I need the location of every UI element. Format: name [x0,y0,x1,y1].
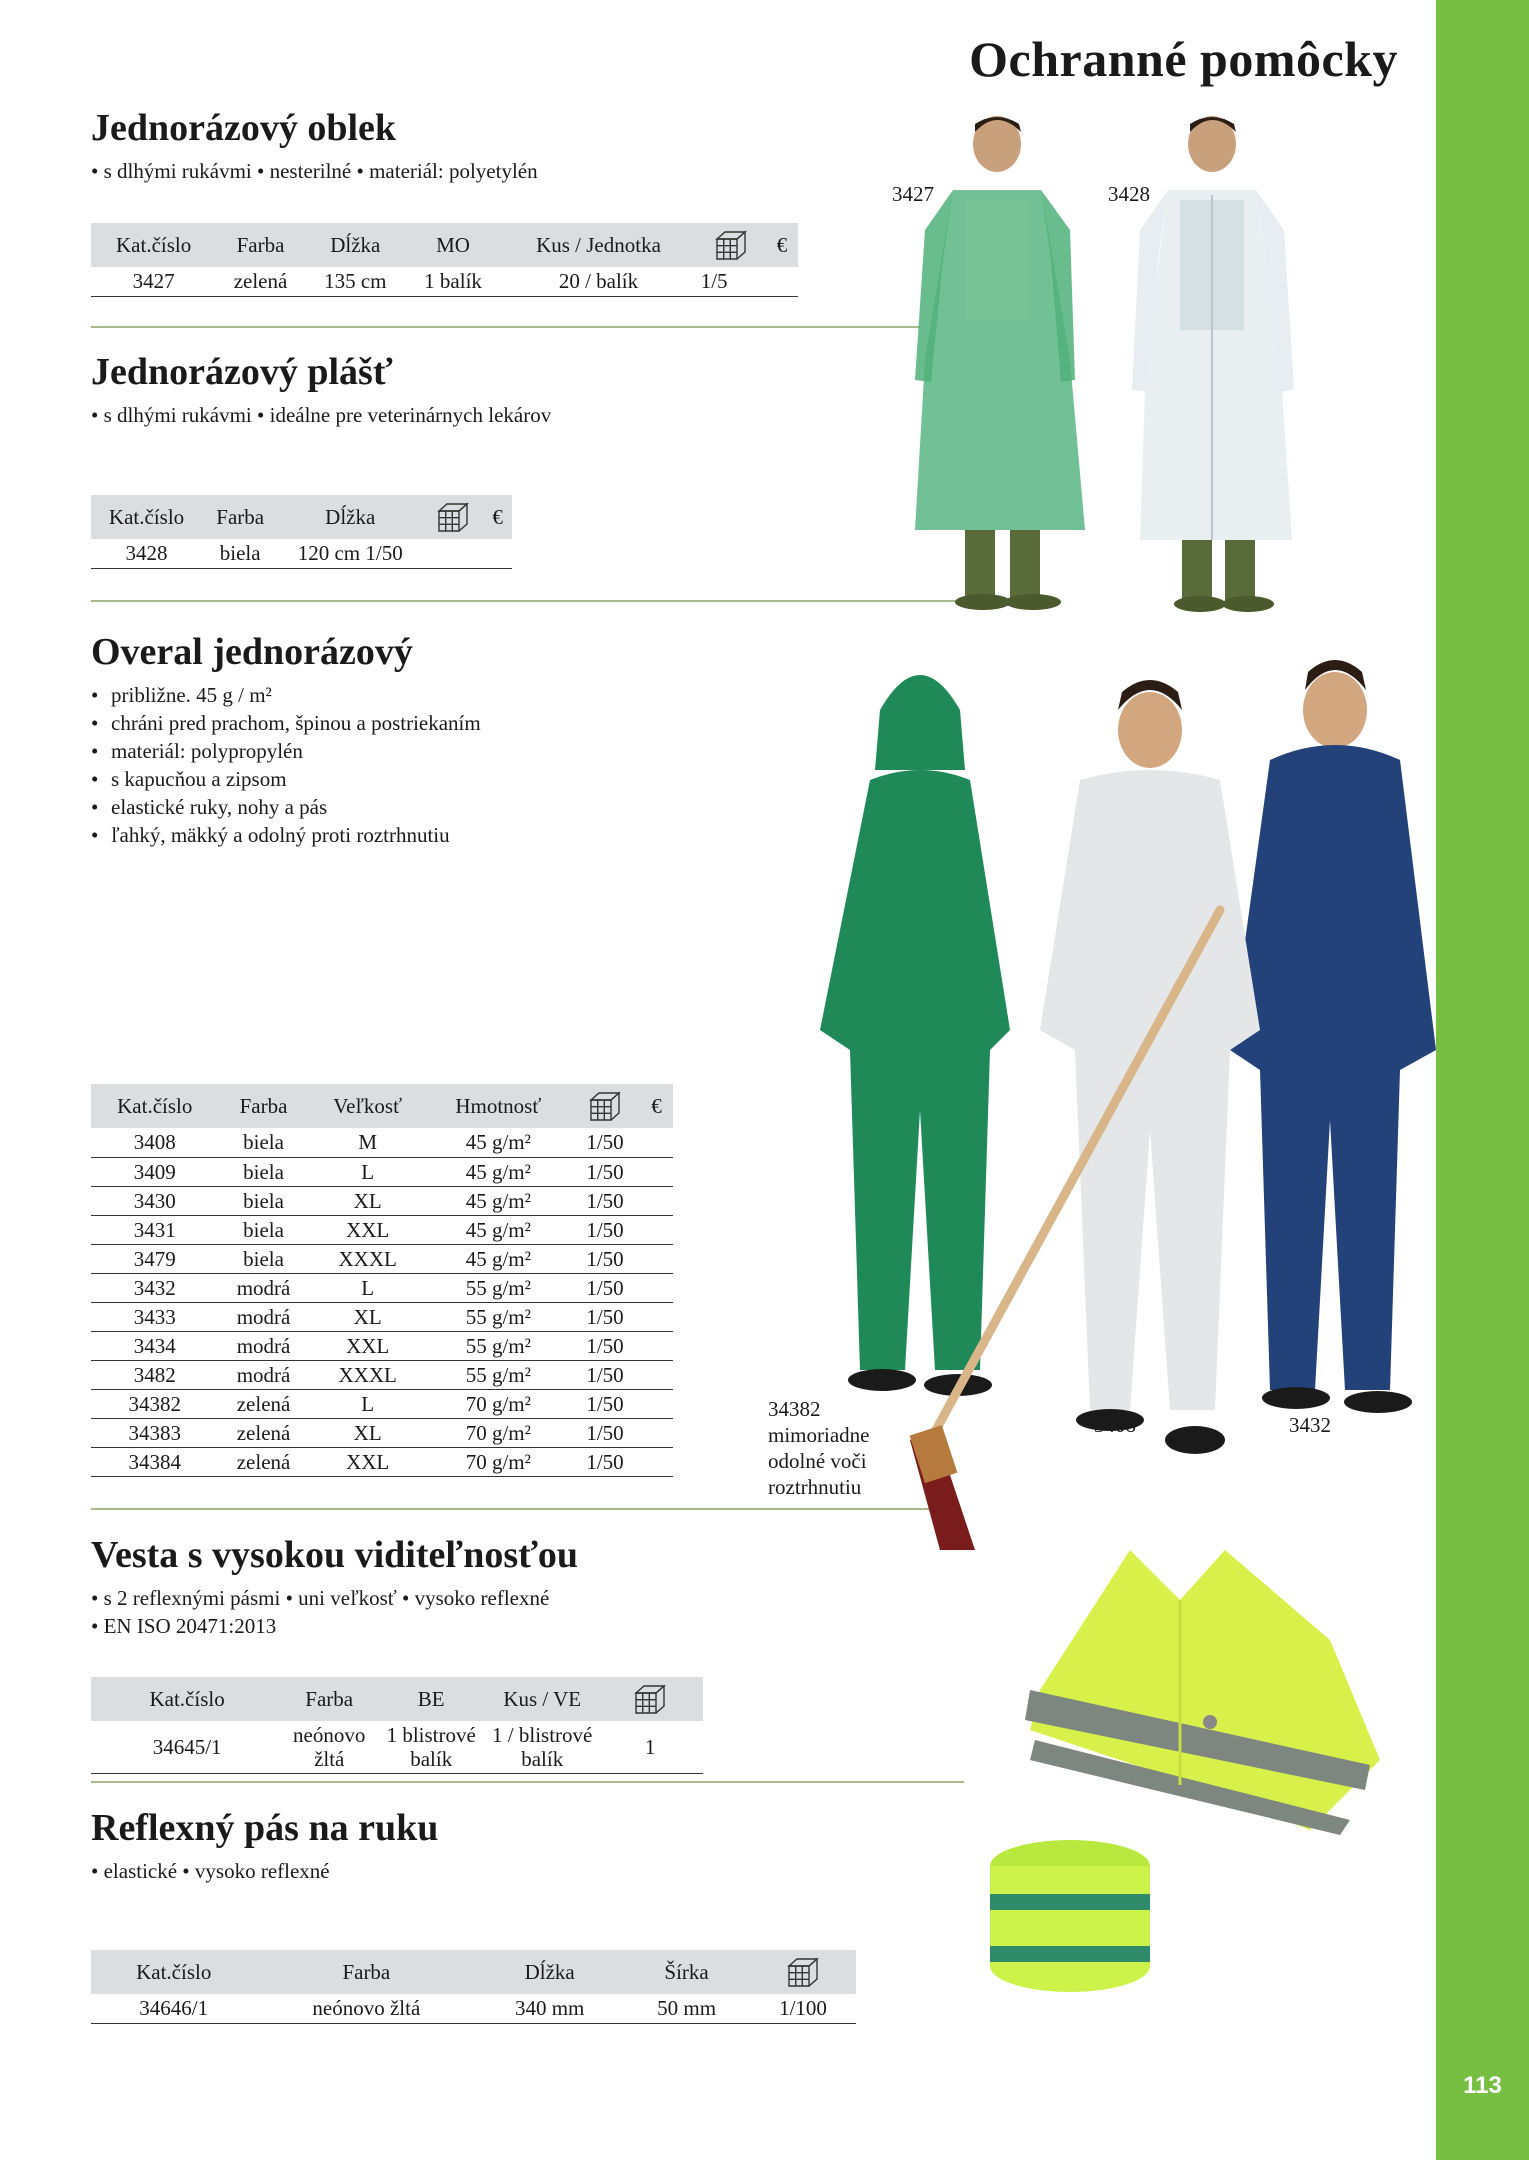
table-header-row [91,223,798,267]
cell-dlzka: 120 cm 1/50 [278,539,422,568]
col-euro: € [640,1084,673,1128]
cell-box: 1/50 [570,1389,640,1418]
cell-euro [640,1244,673,1273]
section-divider [91,600,961,602]
cell-kat-cislo: 3430 [91,1186,218,1215]
cell-hmotnost: 55 g/m² [427,1360,570,1389]
cell-kat-cislo: 3431 [91,1215,218,1244]
cell-velkost: M [309,1128,427,1157]
cell-kat-cislo: 34645/1 [91,1721,283,1773]
col-euro: € [766,223,798,267]
table-row [91,1244,673,1273]
box-icon [587,1088,623,1124]
label-line: 34382 [768,1397,821,1421]
cell-box: 1/50 [570,1331,640,1360]
col-mo: MO [406,223,500,267]
table-row [91,1389,673,1418]
cell-euro [640,1360,673,1389]
section-title-vesta: Vesta s vysokou viditeľnosťou [91,1534,579,1576]
cell-box: 1/50 [570,1418,640,1447]
cell-box: 1/50 [570,1273,640,1302]
bullet-item: • ľahký, mäkký a odolný proti roztrhnutiu [91,821,481,849]
cell-velkost: XXXL [309,1244,427,1273]
table-row [91,1302,673,1331]
section-bullets-vesta-1: • s 2 reflexnými pásmi • uni veľkosť • vysoko reflexné [91,1586,550,1610]
safety-vest-image [1010,1530,1390,1840]
col-box [750,1950,856,1994]
col-box [570,1084,640,1128]
cell-kat-cislo: 3408 [91,1128,218,1157]
cell-velkost: XXL [309,1331,427,1360]
table-row [91,1128,673,1157]
cell-farba: biela [218,1128,308,1157]
cell-box: 1/50 [570,1244,640,1273]
col-kat-cislo: Kat.číslo [91,1950,256,1994]
col-kat-cislo: Kat.číslo [91,1677,283,1721]
table-row [91,1360,673,1389]
label-line: roztrhnutiu [768,1475,862,1499]
cell-kus-jednotka: 20 / balík [500,267,696,296]
col-sirka: Šírka [623,1950,750,1994]
cell-box: 1/50 [570,1360,640,1389]
cell-hmotnost: 45 g/m² [427,1157,570,1186]
side-color-bar [1436,0,1529,2160]
col-kat-cislo: Kat.číslo [91,223,216,267]
white-coat-image [1110,110,1340,630]
cell-dlzka: 340 mm [476,1994,623,2023]
col-farba: Farba [256,1950,476,1994]
cell-hmotnost: 55 g/m² [427,1273,570,1302]
col-be: BE [375,1677,487,1721]
cell-farba: modrá [218,1360,308,1389]
cell-hmotnost: 45 g/m² [427,1128,570,1157]
cell-kat-cislo: 34383 [91,1418,218,1447]
cell-box: 1/50 [570,1186,640,1215]
cell-farba: zelená [216,267,304,296]
cell-box: 1/50 [570,1128,640,1157]
cell-farba: zelená [218,1389,308,1418]
cell-farba: biela [218,1244,308,1273]
col-kat-cislo: Kat.číslo [91,1084,218,1128]
cell-velkost: XL [309,1186,427,1215]
table-row [91,1994,856,2023]
col-box [597,1677,703,1721]
cell-euro [640,1273,673,1302]
col-euro: € [483,495,512,539]
table-row [91,1418,673,1447]
section-bullets-vesta-2: • EN ISO 20471:2013 [91,1614,277,1638]
cell-euro [640,1302,673,1331]
cell-box: 1/50 [570,1157,640,1186]
cell-euro [640,1418,673,1447]
col-dlzka: Dĺžka [476,1950,623,1994]
cell-hmotnost: 45 g/m² [427,1186,570,1215]
label-line: odolné voči [768,1449,867,1473]
table-header-row [91,1950,856,1994]
cell-euro [766,267,798,296]
cell-mo: 1 balík [406,267,500,296]
cell-hmotnost: 45 g/m² [427,1244,570,1273]
cell-kat-cislo: 34382 [91,1389,218,1418]
col-velkost: Veľkosť [309,1084,427,1128]
cell-velkost: XXXL [309,1360,427,1389]
cell-box: 1 [597,1721,703,1773]
section-title-overal: Overal jednorázový [91,631,413,673]
cell-hmotnost: 70 g/m² [427,1389,570,1418]
cell-farba: biela [218,1157,308,1186]
table-header-row [91,1084,673,1128]
col-dlzka: Dĺžka [278,495,422,539]
cell-box: 1/50 [570,1302,640,1331]
cell-hmotnost: 45 g/m² [427,1215,570,1244]
cell-box: 1/100 [750,1994,856,2023]
page-number: 113 [1463,2072,1502,2099]
box-icon [435,499,471,535]
col-kat-cislo: Kat.číslo [91,495,202,539]
cell-euro [640,1215,673,1244]
cell-kus-ve: 1 / blistrové balík [487,1721,597,1773]
bullet-item: • chráni pred prachom, špinou a postriekaním [91,709,481,737]
cell-velkost: L [309,1389,427,1418]
cell-euro [640,1389,673,1418]
armband-image [985,1836,1155,1996]
section-title-plast: Jednorázový plášť [91,351,393,393]
cell-be: 1 blistrové balík [375,1721,487,1773]
table-header-row [91,1677,703,1721]
section-bullets-oblek: • s dlhými rukávmi • nesterilné • materiál: polyetylén [91,159,538,183]
table-row [91,1721,703,1773]
image-label-34382 [768,1396,869,1500]
cell-farba: zelená [218,1418,308,1447]
col-box [422,495,483,539]
cell-hmotnost: 70 g/m² [427,1447,570,1476]
cell-kat-cislo: 3482 [91,1360,218,1389]
cell-box: 1/50 [570,1447,640,1476]
green-coat-image [895,110,1135,630]
cell-farba: neónovo žltá [256,1994,476,2023]
cell-kat-cislo: 3479 [91,1244,218,1273]
label-line: mimoriadne [768,1423,870,1447]
box-icon [785,1954,821,1990]
section-bullets-overal [91,681,481,849]
cell-velkost: XXL [309,1215,427,1244]
cell-euro [640,1128,673,1157]
cell-hmotnost: 70 g/m² [427,1418,570,1447]
col-box [697,223,766,267]
col-kus-jednotka: Kus / Jednotka [500,223,696,267]
col-dlzka: Dĺžka [305,223,406,267]
cell-velkost: XL [309,1302,427,1331]
col-farba: Farba [202,495,278,539]
cell-farba: biela [202,539,278,568]
cell-velkost: L [309,1273,427,1302]
cell-box: 1/50 [570,1215,640,1244]
col-farba: Farba [216,223,304,267]
cell-hmotnost: 55 g/m² [427,1302,570,1331]
cell-farba: modrá [218,1273,308,1302]
image-label-3428: 3428 [1108,182,1150,206]
table-row [91,1447,673,1476]
table-header-row [91,495,512,539]
col-hmotnost: Hmotnosť [427,1084,570,1128]
table-row [91,1157,673,1186]
bullet-item: • materiál: polypropylén [91,737,481,765]
section-bullets-pas: • elastické • vysoko reflexné [91,1859,330,1883]
cell-farba: modrá [218,1331,308,1360]
bullet-item: • elastické ruky, nohy a pás [91,793,481,821]
table-row [91,1273,673,1302]
cell-kat-cislo: 3427 [91,267,216,296]
section-divider [91,1781,964,1783]
bullet-item: • približne. 45 g / m² [91,681,481,709]
cell-farba: zelená [218,1447,308,1476]
section-bullets-plast: • s dlhými rukávmi • ideálne pre veterinárnych lekárov [91,403,552,427]
cell-box: 1/5 [697,267,766,296]
cell-velkost: L [309,1157,427,1186]
col-farba: Farba [218,1084,308,1128]
cell-box [422,539,483,568]
cell-hmotnost: 55 g/m² [427,1331,570,1360]
cell-farba: modrá [218,1302,308,1331]
section-divider [91,326,921,328]
table-row [91,1331,673,1360]
table-row [91,1215,673,1244]
cell-sirka: 50 mm [623,1994,750,2023]
cell-farba: biela [218,1215,308,1244]
box-icon [632,1681,668,1717]
col-farba: Farba [283,1677,375,1721]
section-title-pas: Reflexný pás na ruku [91,1807,439,1849]
cell-kat-cislo: 3434 [91,1331,218,1360]
spec-table-pas [91,1950,856,2024]
cell-velkost: XXL [309,1447,427,1476]
cell-velkost: XL [309,1418,427,1447]
spec-table-oblek [91,223,798,297]
cell-euro [640,1186,673,1215]
table-row [91,267,798,296]
cell-kat-cislo: 3409 [91,1157,218,1186]
image-label-3408: 3408 [1094,1413,1136,1437]
spec-table-overal [91,1084,673,1477]
cell-euro [483,539,512,568]
box-icon [713,227,749,263]
cell-kat-cislo: 34384 [91,1447,218,1476]
cell-kat-cislo: 34646/1 [91,1994,256,2023]
bullet-item: • s kapucňou a zipsom [91,765,481,793]
cell-kat-cislo: 3433 [91,1302,218,1331]
image-label-3427: 3427 [892,182,934,206]
table-row [91,1186,673,1215]
section-title-oblek: Jednorázový oblek [91,107,397,149]
spec-table-plast [91,495,512,569]
cell-kat-cislo: 3428 [91,539,202,568]
page-title: Ochranné pomôcky [969,31,1398,87]
spec-table-vesta [91,1677,703,1774]
cell-farba: neónovo žltá [283,1721,375,1773]
cell-euro [640,1447,673,1476]
cell-dlzka: 135 cm [305,267,406,296]
col-kus-ve: Kus / VE [487,1677,597,1721]
cell-farba: biela [218,1186,308,1215]
cell-euro [640,1157,673,1186]
table-row [91,539,512,568]
image-label-3432: 3432 [1289,1413,1331,1437]
cell-euro [640,1331,673,1360]
cell-kat-cislo: 3432 [91,1273,218,1302]
